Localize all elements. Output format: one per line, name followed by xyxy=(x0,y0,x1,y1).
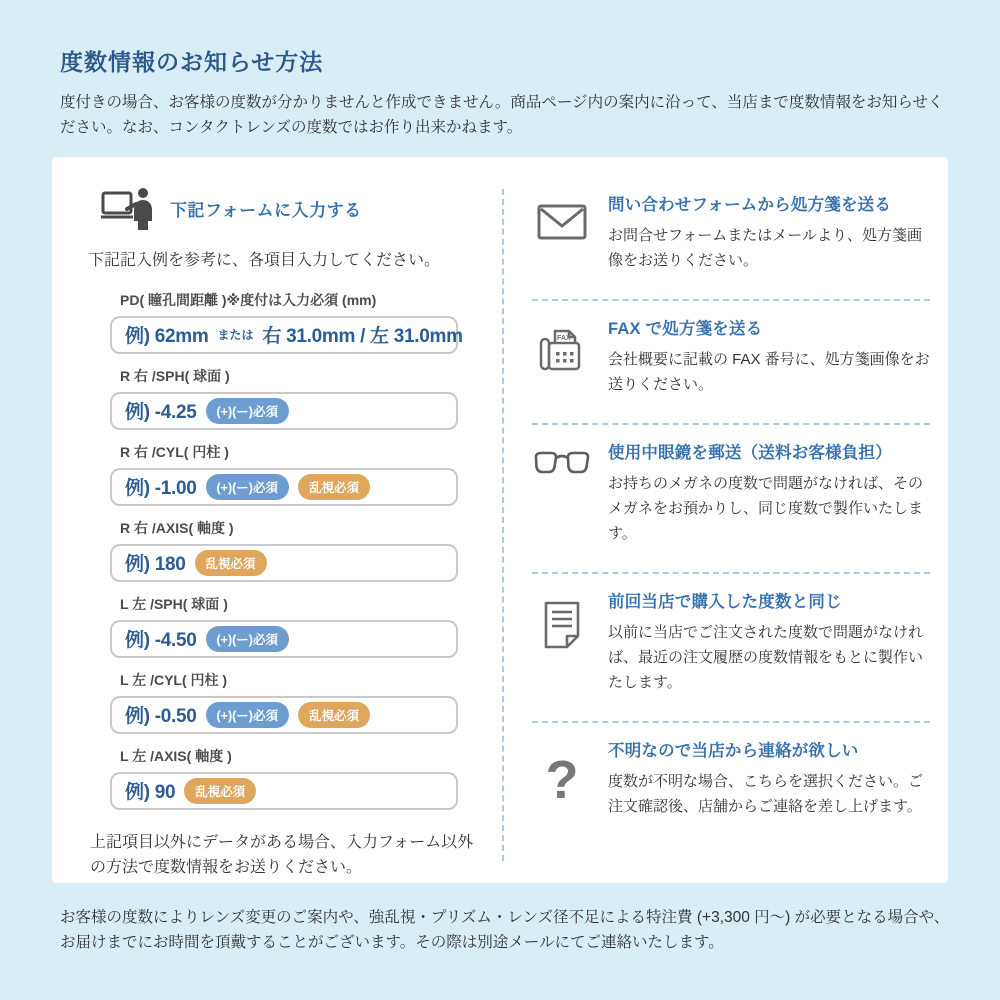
field-example: 例) 90 xyxy=(125,782,176,804)
field-label-r-axis: R 右 /AXIS( 軸度 ) xyxy=(120,519,234,536)
method-contact-form xyxy=(532,177,934,299)
field-box-l-sph xyxy=(110,620,458,658)
fax-icon xyxy=(532,315,592,397)
field-pd xyxy=(88,290,502,354)
field-example-or: または xyxy=(217,328,254,343)
svg-text:FAX: FAX xyxy=(557,334,571,342)
footer-note: お客様の度数によりレンズ変更のご案内や、強乱視・プリズム・レンズ径不足による特注費 (+3,300 円〜) が必要となる場合や、お届けまでにお時間を頂戴することがございます。その際は別途メールにてご連絡いたします。 xyxy=(60,908,950,952)
method-body: 度数が不明な場合、こちらを選択ください。ご注文確認後、店舗からご連絡を差し上げます。 xyxy=(608,773,924,816)
method-fax xyxy=(532,301,934,423)
method-heading: 前回当店で購入した度数と同じ xyxy=(608,592,842,611)
field-box-l-axis xyxy=(110,772,458,810)
question-mark-icon: ? xyxy=(545,750,579,811)
field-box-r-cyl xyxy=(110,468,458,506)
method-body: お問合せフォームまたはメールより、処方箋画像をお送りください。 xyxy=(608,226,922,269)
method-body: 以前に当店でご注文された度数で問題がなければ、最近の注文履歴の度数情報をもとに製作いたします。 xyxy=(608,623,924,692)
field-box-r-sph xyxy=(110,392,458,430)
field-l-axis xyxy=(88,746,502,810)
field-r-sph xyxy=(88,366,502,430)
method-body: 会社概要に記載の FAX 番号に、処方箋画像をお送りください。 xyxy=(608,350,930,393)
page-title: 度数情報のお知らせ方法 xyxy=(60,49,324,75)
intro-text: 度付きの場合、お客様の度数が分かりませんと作成できません。商品ページ内の案内に沿って、当店まで度数情報をお知らせください。なお、コンタクトレンズの度数ではお作り出来かねます。 xyxy=(60,94,944,136)
field-box-pd xyxy=(110,316,463,354)
field-example: 例) -4.50 xyxy=(125,630,197,652)
field-label-l-axis: L 左 /AXIS( 軸度 ) xyxy=(120,747,232,764)
form-instruction: 下記記入例を参考に、各項目入力してください。 xyxy=(88,251,441,269)
form-note: 上記項目以外にデータがある場合、入力フォーム以外の方法で度数情報をお送りください。 xyxy=(90,833,474,877)
field-example: 例) -4.25 xyxy=(125,402,197,424)
form-input-section xyxy=(52,157,502,883)
plus-minus-required-badge: (+)(ー)必須 xyxy=(206,626,289,652)
vertical-dashed-divider xyxy=(502,189,504,861)
astigmatism-required-badge: 乱視必須 xyxy=(184,778,256,804)
info-card xyxy=(52,157,948,883)
field-box-l-cyl xyxy=(110,696,458,734)
form-section-heading: 下記フォームに入力する xyxy=(170,201,362,221)
field-label-l-sph: L 左 /SPH( 球面 ) xyxy=(120,595,228,612)
method-heading: FAX で処方箋を送る xyxy=(608,319,763,338)
field-label-r-cyl: R 右 /CYL( 円柱 ) xyxy=(120,443,229,460)
plus-minus-required-badge: (+)(ー)必須 xyxy=(206,398,289,424)
method-mail-glasses xyxy=(532,425,934,572)
method-body: お持ちのメガネの度数で問題がなければ、そのメガネをお預かりし、同じ度数で製作いたします。 xyxy=(608,474,924,542)
form-header xyxy=(100,187,502,231)
plus-minus-required-badge: (+)(ー)必須 xyxy=(206,474,289,500)
other-methods-section xyxy=(502,157,948,883)
field-label-pd: PD( 瞳孔間距離 )※度付は入力必須 (mm) xyxy=(120,291,377,308)
field-label-l-cyl: L 左 /CYL( 円柱 ) xyxy=(120,671,228,688)
astigmatism-required-badge: 乱視必須 xyxy=(195,550,267,576)
field-example-tail: 右 31.0mm / 左 31.0mm xyxy=(262,326,463,348)
method-previous-order xyxy=(532,574,934,721)
glasses-icon xyxy=(532,439,592,546)
field-label-r-sph: R 右 /SPH( 球面 ) xyxy=(120,367,230,384)
method-heading: 使用中眼鏡を郵送（送料お客様負担） xyxy=(608,443,892,462)
field-l-cyl xyxy=(88,670,502,734)
envelope-icon xyxy=(532,191,592,273)
field-example: 例) 180 xyxy=(125,554,186,576)
method-heading: 不明なので当店から連絡が欲しい xyxy=(608,742,859,761)
field-example: 例) -0.50 xyxy=(125,706,197,728)
field-example: 例) -1.00 xyxy=(125,478,197,500)
method-heading: 問い合わせフォームから処方箋を送る xyxy=(608,195,892,214)
field-l-sph xyxy=(88,594,502,658)
document-icon xyxy=(532,588,592,695)
field-box-r-axis xyxy=(110,544,458,582)
plus-minus-required-badge: (+)(ー)必須 xyxy=(206,702,289,728)
astigmatism-required-badge: 乱視必須 xyxy=(298,702,370,728)
field-r-axis xyxy=(88,518,502,582)
field-r-cyl xyxy=(88,442,502,506)
astigmatism-required-badge: 乱視必須 xyxy=(298,474,370,500)
field-example: 例) 62mm xyxy=(125,326,209,348)
method-unknown-contact xyxy=(532,723,934,845)
person-at-computer-icon xyxy=(100,187,154,231)
